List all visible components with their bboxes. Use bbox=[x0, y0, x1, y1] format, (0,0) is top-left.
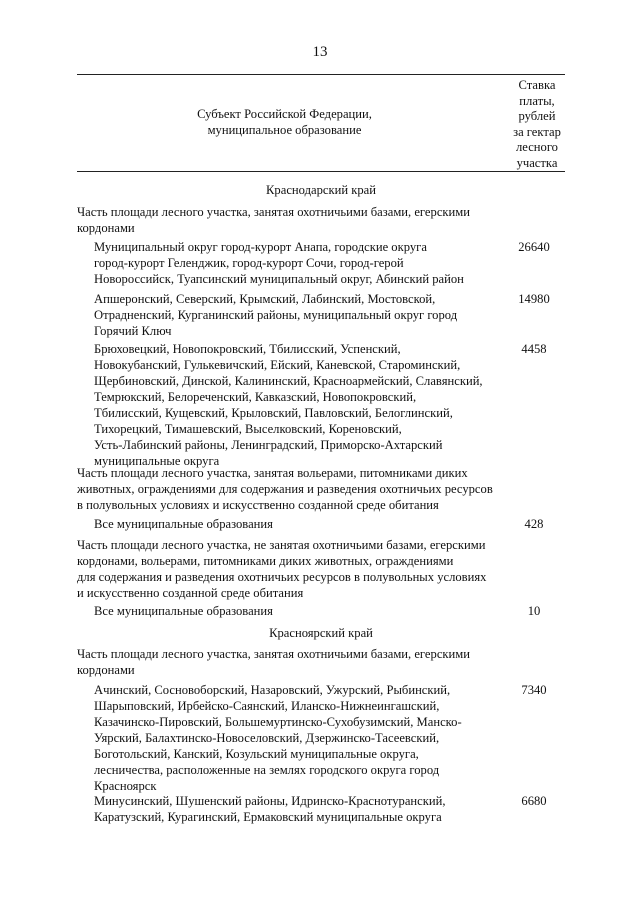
rate-value: 10 bbox=[527, 604, 541, 618]
rate-value: 14980 bbox=[518, 292, 550, 306]
rate-value: 6680 bbox=[521, 794, 547, 808]
header-subject-line: Субъект Российской Федерации, bbox=[197, 107, 372, 121]
header-subject-line: муниципальное образование bbox=[207, 123, 362, 137]
entry-line: Усть-Лабинский районы, Ленинградский, Приморско-Ахтарский bbox=[94, 438, 443, 452]
entry-line: Казачинско-Пировский, Большемуртинско-Сухобузимский, Манско- bbox=[94, 715, 462, 729]
section-description bbox=[77, 646, 497, 678]
section-line: Часть площади лесного участка, занятая охотничьими базами, егерскими bbox=[77, 647, 470, 661]
municipality-entry bbox=[94, 341, 492, 469]
entry-line: Все муниципальные образования bbox=[94, 604, 273, 618]
section-line: Часть площади лесного участка, не занятая охотничьими базами, егерскими bbox=[77, 538, 486, 552]
entry-line: муниципальные округа bbox=[94, 454, 220, 468]
rate-value: 428 bbox=[524, 517, 544, 531]
entry-line: Горячий Ключ bbox=[94, 324, 172, 338]
header-rate-line: участка bbox=[516, 155, 558, 170]
page-number: 13 bbox=[312, 44, 328, 60]
entry-line: Ачинский, Сосновоборский, Назаровский, Ужурский, Рыбинский, bbox=[94, 683, 451, 697]
section-description bbox=[77, 204, 497, 236]
section-line: и искусственно созданной среде обитания bbox=[77, 586, 304, 600]
region-title: Красноярский край bbox=[269, 626, 373, 640]
rate-value: 7340 bbox=[521, 683, 547, 697]
region-title: Краснодарский край bbox=[266, 183, 376, 197]
entry-line: Красноярск bbox=[94, 779, 157, 793]
header-rate-column bbox=[500, 78, 574, 172]
entry-line: Муниципальный округ город-курорт Анапа, городские округа bbox=[94, 240, 427, 254]
header-rate-line: рублей bbox=[518, 109, 556, 124]
table-header-rule bbox=[77, 171, 565, 172]
entry-line: Отрадненский, Курганинский районы, муниципальный округ город bbox=[94, 308, 458, 322]
section-line: Часть площади лесного участка, занятая охотничьими базами, егерскими bbox=[77, 205, 470, 219]
section-line: животных, ограждениями для содержания и разведения охотничьих ресурсов bbox=[77, 482, 493, 496]
table-top-rule bbox=[77, 74, 565, 75]
entry-line: Щербиновский, Динской, Калининский, Красноармейский, Славянский, bbox=[94, 374, 483, 388]
entry-line: Брюховецкий, Новопокровский, Тбилисский, Успенский, bbox=[94, 342, 401, 356]
entry-line: Тбилисский, Кущевский, Крыловский, Павловский, Белоглинский, bbox=[94, 406, 453, 420]
section-line: для содержания и разведения охотничьих ресурсов в полувольных условиях bbox=[77, 570, 487, 584]
section-line: кордонами bbox=[77, 221, 135, 235]
municipality-entry bbox=[94, 516, 492, 532]
header-rate-line: лесного bbox=[516, 140, 558, 155]
municipality-entry bbox=[94, 682, 492, 794]
section-line: в полувольных условиях и искусственно созданной среде обитания bbox=[77, 498, 439, 512]
municipality-entry bbox=[94, 603, 492, 619]
header-rate-line: Ставка bbox=[518, 78, 556, 92]
entry-line: Все муниципальные образования bbox=[94, 517, 273, 531]
section-line: кордонами, вольерами, питомниками диких животных, ограждениями bbox=[77, 554, 454, 568]
entry-line: Боготольский, Канский, Козульский муниципальные округа, bbox=[94, 747, 419, 761]
section-description bbox=[77, 537, 497, 601]
header-subject-column bbox=[77, 106, 492, 138]
entry-line: Тихорецкий, Тимашевский, Выселковский, Кореновский, bbox=[94, 422, 402, 436]
rate-value: 26640 bbox=[518, 240, 550, 254]
municipality-entry bbox=[94, 291, 492, 339]
entry-line: Новороссийск, Туапсинский муниципальный округ, Абинский район bbox=[94, 272, 464, 286]
entry-line: Апшеронский, Северский, Крымский, Лабинский, Мостовской, bbox=[94, 292, 436, 306]
municipality-entry bbox=[94, 239, 492, 287]
municipality-entry bbox=[94, 793, 492, 825]
entry-line: Шарыповский, Ирбейско-Саянский, Иланско-Нижнеингашский, bbox=[94, 699, 440, 713]
header-rate-line: платы, bbox=[519, 93, 555, 108]
entry-line: Темрюкский, Белореченский, Кавказский, Новопокровский, bbox=[94, 390, 417, 404]
entry-line: Минусинский, Шушенский районы, Идринско-Краснотуранский, bbox=[94, 794, 446, 808]
entry-line: Новокубанский, Гулькевичский, Ейский, Каневской, Староминский, bbox=[94, 358, 461, 372]
section-line: Часть площади лесного участка, занятая вольерами, питомниками диких bbox=[77, 466, 468, 480]
entry-line: Уярский, Балахтинско-Новоселовский, Дзержинско-Тасеевский, bbox=[94, 731, 440, 745]
rate-value: 4458 bbox=[521, 342, 547, 356]
entry-line: Каратузский, Курагинский, Ермаковский муниципальные округа bbox=[94, 810, 442, 824]
entry-line: лесничества, расположенные на землях городского округа город bbox=[94, 763, 440, 777]
section-line: кордонами bbox=[77, 663, 135, 677]
entry-line: город-курорт Геленджик, город-курорт Сочи, город-герой bbox=[94, 256, 404, 270]
section-description bbox=[77, 465, 497, 513]
header-rate-line: за гектар bbox=[513, 124, 561, 139]
